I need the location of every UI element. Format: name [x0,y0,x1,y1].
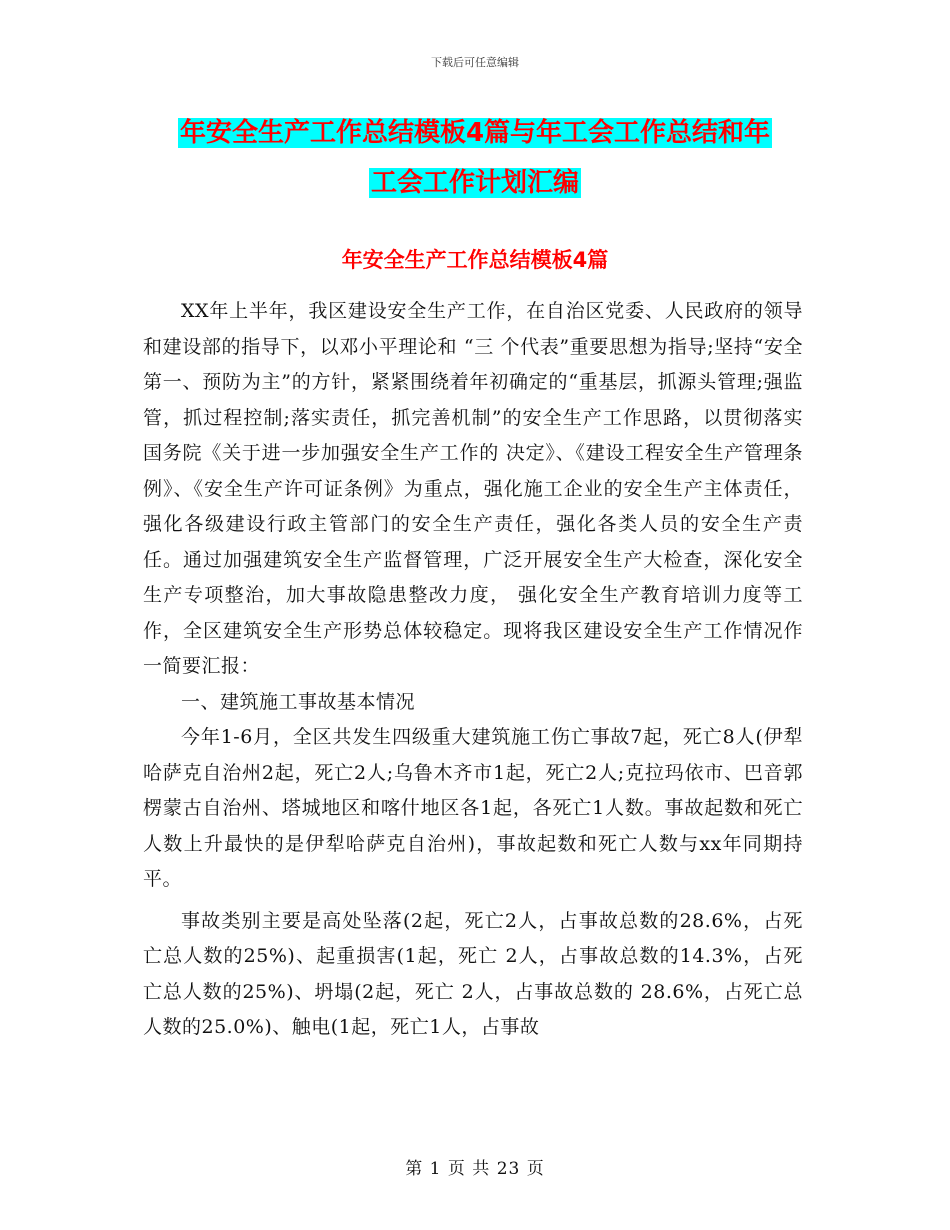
title-line-2: 工会工作计划汇编 [370,168,579,198]
document-body [143,294,803,1046]
paragraph-heading-1: 一、建筑施工事故基本情况 [181,690,416,713]
paragraph-accident-types: 事故类别主要是高处坠落(2起，死亡2人，占事故总数的28.6%，占死亡总人数的25%)、起重损害(1起，死亡 2人，占事故总数的14.3%，占死亡总人数的25%)、坍塌(2起，死亡 2人，占事故总数的 28.6%，占死亡总人数的25.0%)、触电(1起，死亡1人，占事故 [143,909,803,1038]
page-number: 第 1 页 共 23 页 [405,1159,545,1179]
section-title: 年安全生产工作总结模板4篇 [341,248,609,272]
header-note: 下载后可任意编辑 [431,56,519,69]
title-line-1: 年安全生产工作总结模板4篇与年工会工作总结和年 [179,118,771,148]
document-title [120,108,830,208]
paragraph-intro: XX年上半年，我区建设安全生产工作，在自治区党委、人民政府的领导和建设部的指导下，以邓小平理论和 “三 个代表”重要思想为指导;坚持“安全第一、预防为主”的方针，紧紧围绕着年初确定的“重基层，抓源头管理;强监 管，抓过程控制;落实责任，抓完善机制”的安全生产工作思路，以贯彻落实国务院《关于进一步加强安全生产工作的 决定》、《建设工程安全生产管理条例》、《安全生产许可证条例》为重点，强化施工企业的安全生产主体责任，强化各级建设行政主管部门的安全生产责任，强化各类人员的安全生产责任。通过加强建筑安全生产监督管理，广泛开展安全生产大检查，深化安全生产专项整治，加大事故隐患整改力度， 强化安全生产教育培训力度等工作，全区建筑安全生产形势总体较稳定。现将我区建设安全生产工作情况作一简要汇报： [143,300,803,677]
paragraph-accident-overview: 今年1-6月，全区共发生四级重大建筑施工伤亡事故7起，死亡8人(伊犁哈萨克自治州2起，死亡2人;乌鲁木齐市1起，死亡2人;克拉玛依市、巴音郭楞蒙古自治州、塔城地区和喀什地区各1起，各死亡1人数。事故起数和死亡人数上升最快的是伊犁哈萨克自治州)，事故起数和死亡人数与xx年同期持平。 [143,726,803,890]
